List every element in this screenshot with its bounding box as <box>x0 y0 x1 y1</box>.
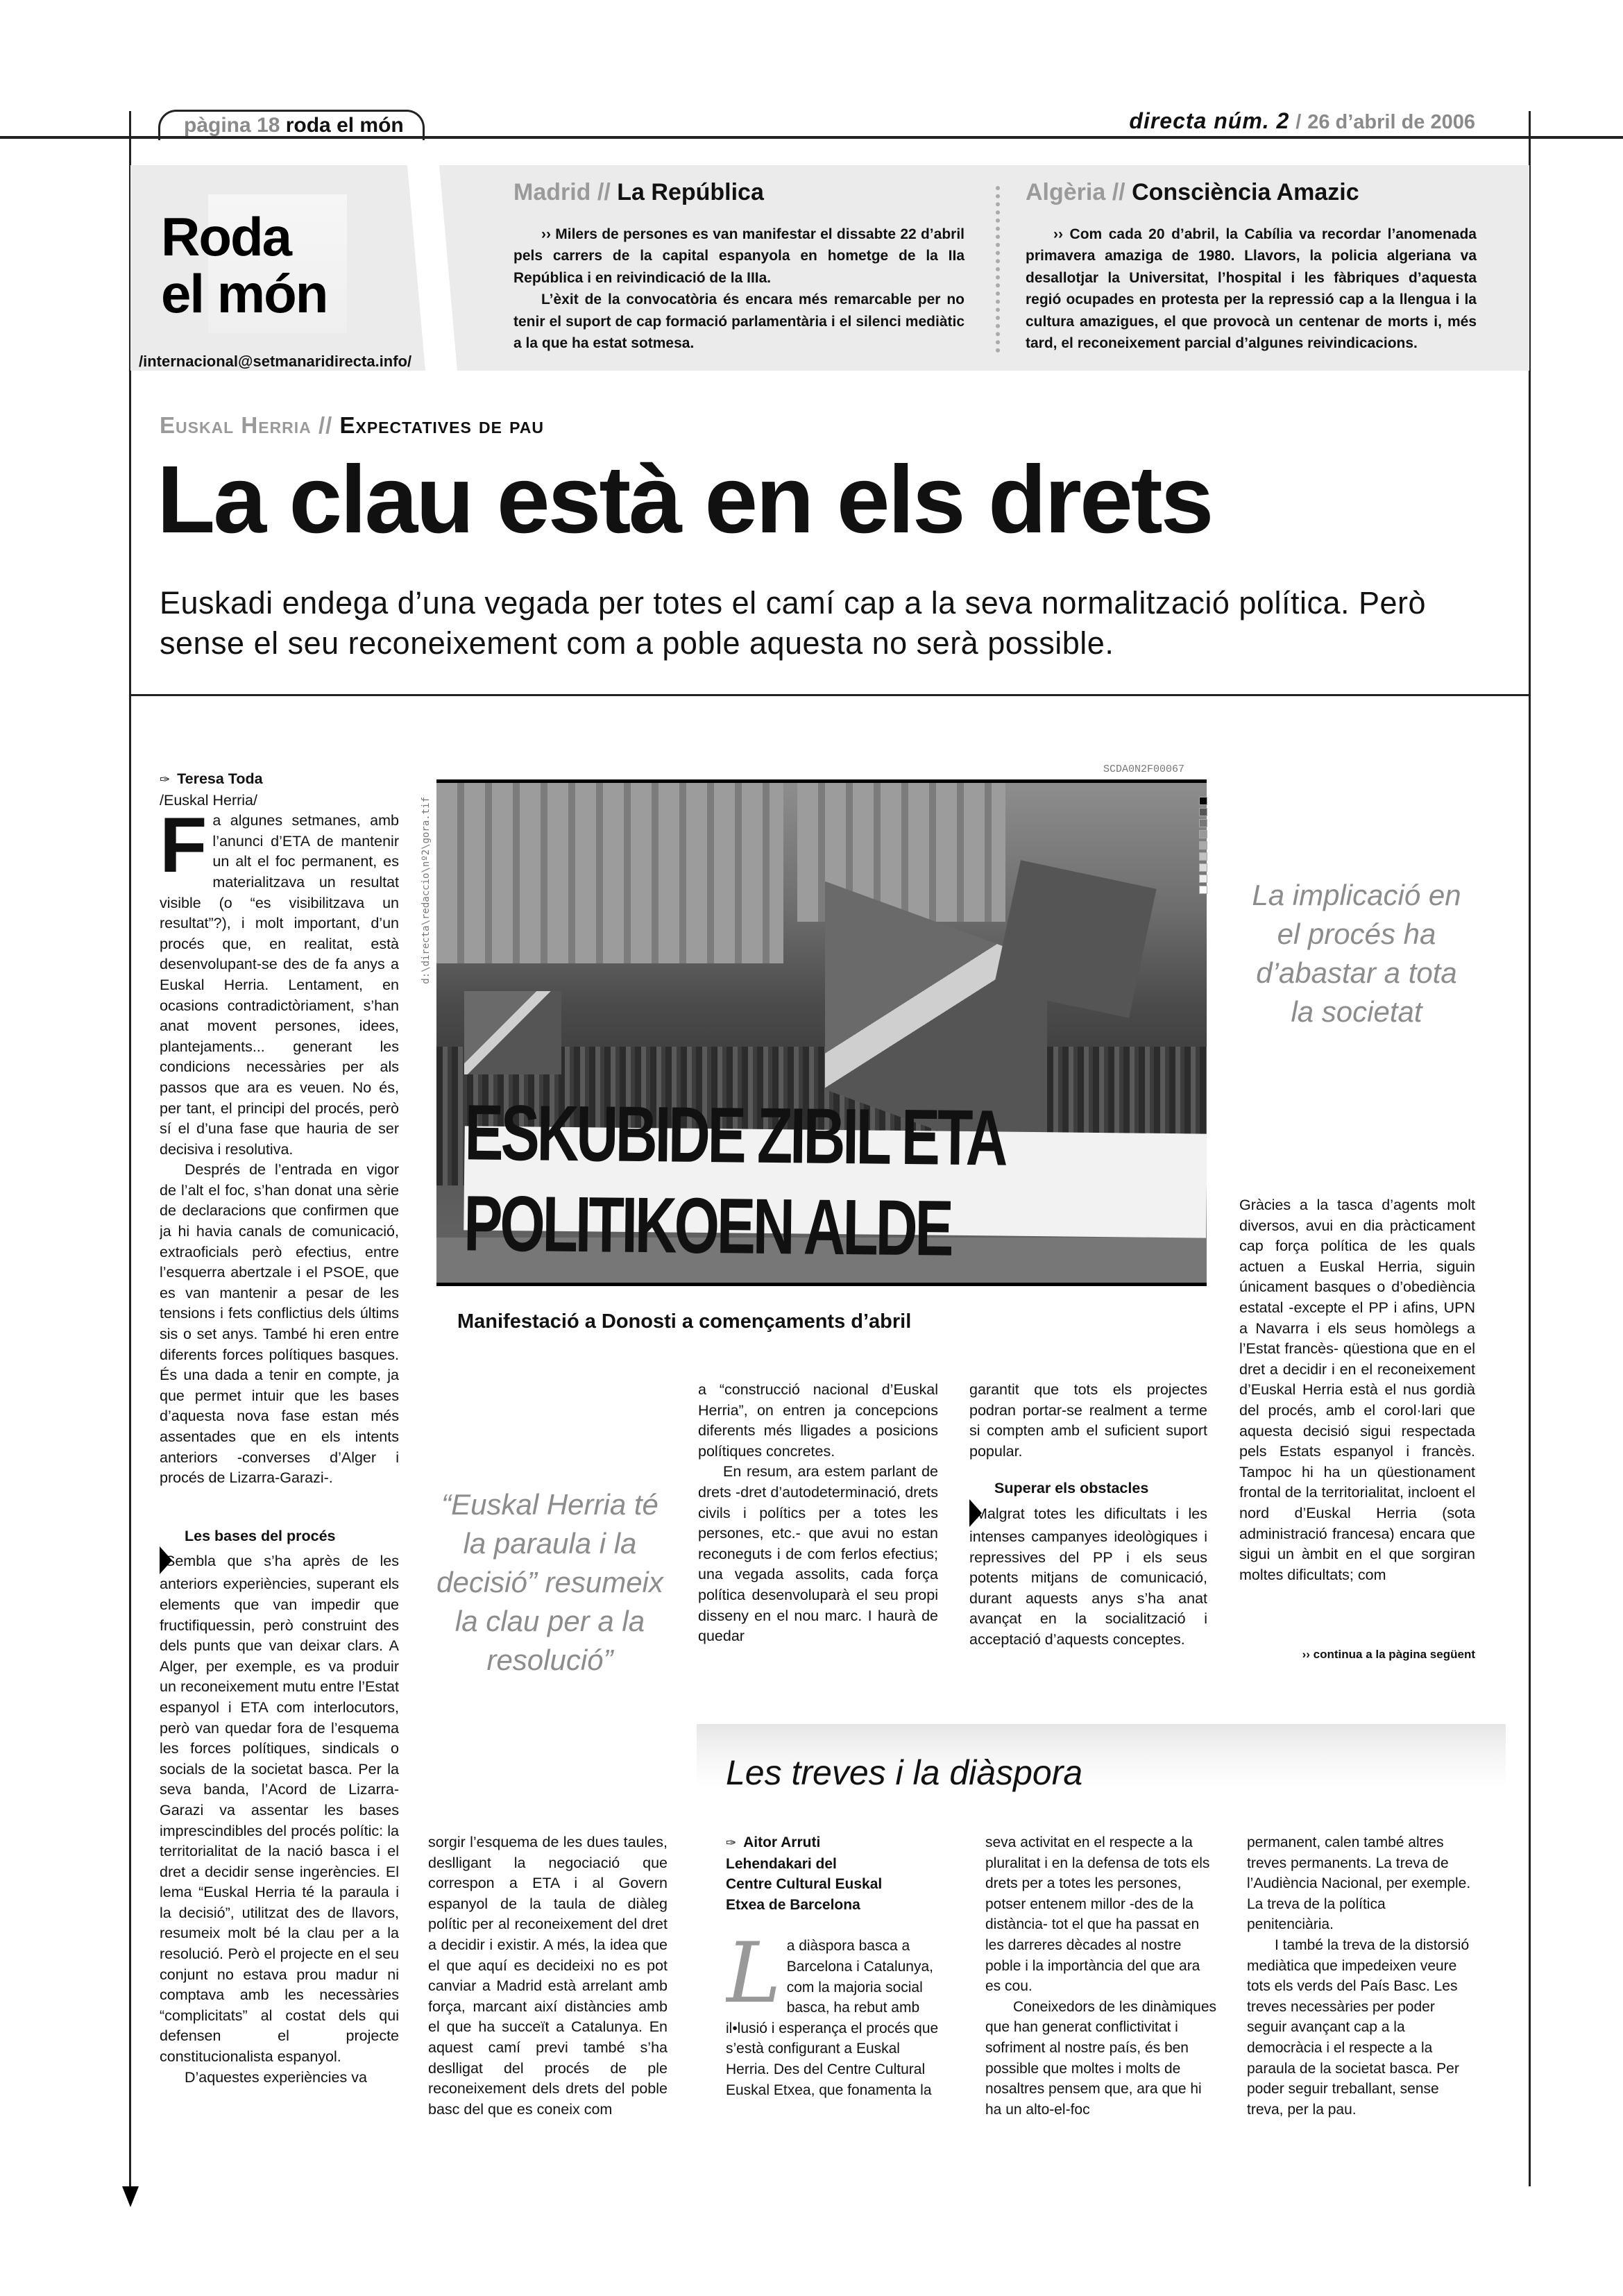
paragraph: permanent, calen també altres treves permanents. La treva de l’Audiència Nacional, per exemple. La treva de la política penitenciària. <box>1247 1834 1471 1933</box>
paragraph: Fa algunes setmanes, amb l’anunci d’ETA de mantenir un alt el foc permanent, es materialitzava un resultat visible (o “es visibilitzava un resultat”?), i molt important, d’un procés que, en realitat, està desenvolupant-se des de fa anys a Euskal Herria. Lentament, en ocasions contradictòriament, s’han anat movent persones, idees, plantejaments... generant les condicions necessàries per als passos que ara es veuen. No és, per tant, el principi del procés, però sí el d’una fase que hauria de ser decisiva i resolutiva. <box>160 802 399 1158</box>
brief-divider <box>996 186 1000 353</box>
paragraph: a “construcció nacional d’Euskal Herria”, on entren ja concepcions diferents més lligades a posicions polítiques concretes. <box>698 1381 938 1460</box>
headline: La clau està en els drets <box>157 446 1212 553</box>
photo-flag <box>993 860 1156 1018</box>
brief-madrid <box>513 179 965 355</box>
paragraph: Coneixedors de les dinàmiques que han generat conflictivitat i sofriment al nostre país, és ben possible que moltes i molts de nosaltres pensem que, ara que hi ha un alto-el-foc <box>985 1998 1217 2118</box>
brief-title: Algèria // Consciència Amazic <box>1026 179 1359 205</box>
paragraph: Després de l’entrada en vigor de l’alt el foc, s’han donat una sèrie de declaracions que confirmen que ja hi havia canals de comunicació, extraoficials però efectius, entre l’esquerra abertzale i el PSOE, que es van mantenir a pesar de les tensions i fets conflictius dels últims sis o set anys. També hi eren entre diferents forces polítiques basques. És una dada a tenir en compte, ja que permet intuir que les bases d’aquesta nova fase estan més assentades que en els intents anteriors -converses d’Alger i procés de Lizarra-Garazi-. <box>160 1161 399 1487</box>
drop-cap: F <box>160 802 207 889</box>
sidebar-role: Centre Cultural Euskal <box>726 1876 883 1893</box>
photo-code: SCDA0N2F00067 <box>1103 763 1185 775</box>
paragraph: sorgir l’esquema de les dues taules, deslligant la negociació que correspon a ETA i al Govern espanyol de la taula de diàleg polític per al reconeixement del dret a decidir i existir. A més, la idea que el que aquí es decideixi no es pot canviar a Madrid està arrelant amb força, marcant així distàncies amb el que ha succeït a Catalunya. En aquest camí previ també s’ha deslligat del procés de ple reconeixement dels drets del poble basc del que es coneix com <box>428 1834 668 2118</box>
paragraph: Malgrat totes les dificultats i les intenses campanyes ideològiques i repressives del PP i els seus potents mitjans de comunicació, durant aquests anys s’ha anat avançat en la socialització i acceptació d’aquests conceptes. <box>969 1499 1207 1651</box>
issue-separator: / <box>1295 111 1302 133</box>
subheading: Les bases del procés <box>185 1527 336 1544</box>
byline: ✑ Teresa Toda <box>160 769 399 791</box>
paragraph: Gràcies a la tasca d’agents molt diversos, avui en dia pràcticament cap força política de les quals actuen a Euskal Herria, siguin únicament basques o d’obediència estatal -excepte el PP i afins, UPN a Navarra i els seus homòlegs a l’Estat francès- qüestiona que en el dret a decidir i en el reconeixement d’Euskal Herria està el nus gordià del procés, amb el corol·lari que aquesta decisió sigui respectada pels Estats espanyol i francès. Tampoc hi ha un qüestionament frontal de la territorialitat, incloent el nord d’Euskal Herria (sota administració francesa) encara que sigui un àmbit en el que sorgiran moltes dificultats; com <box>1239 1197 1475 1583</box>
section-name: roda el món <box>285 114 404 137</box>
paragraph: garantit que tots els projectes podran portar-se realment a terme si compten amb el suficient suport popular. <box>969 1381 1207 1460</box>
pen-icon: ✑ <box>160 773 171 786</box>
sidebar-title: Les treves i la diàspora <box>726 1753 1083 1792</box>
sidebar-byline: ✑ Aitor Arruti <box>726 1832 941 1854</box>
paragraph: I també la treva de la distorsió mediàtica que impedeixen veure tots els verds del País Basc. Les treves necessàries per poder seguir avançant cap a la democràcia i el respecte a la paraula de la societat basca. Per poder seguir treballant, sense treva, per la pau. <box>1247 1936 1470 2118</box>
frame-left <box>129 111 131 2186</box>
pen-icon: ✑ <box>726 1836 737 1850</box>
brief-paragraph: ›› Milers de persones es van manifestar el dissabte 22 d’abril pels carrers de la capital espanyola en hometge de la IIa República i en reivindicació de la IIIa. <box>513 226 965 286</box>
brief-algeria <box>1026 179 1477 355</box>
continues-link[interactable]: ›› continua a la pàgina següent <box>1302 1648 1475 1661</box>
brief-title: Madrid // La República <box>513 179 764 205</box>
sidebar-column-2 <box>985 1832 1218 2138</box>
paragraph: En resum, ara estem parlant de drets -dret d’autodeterminació, drets civils i polítics per a totes les persones, etc.- que avui no estan reconeguts i de com ferlos efectius; una vegada assolits, cada força política desenvoluparà el seu propi disseny en el nou marc. I haurà de quedar <box>698 1463 938 1645</box>
crop-mark-icon <box>122 2186 139 2207</box>
section-email[interactable]: /internacional@setmanaridirecta.info/ <box>139 353 412 370</box>
photo-buildings <box>436 783 783 963</box>
deck: Euskadi endega d’una vegada per totes el camí cap a la seva normalització política. Però sense el seu reconeixement com a poble aquesta no serà possible. <box>160 585 1427 661</box>
triangle-marker-icon <box>969 1499 982 1527</box>
kicker: Euskal Herria // Expectatives de pau <box>160 412 544 438</box>
article-column-2 <box>428 1832 668 2131</box>
protest-photo <box>436 779 1207 1286</box>
photo-file-path: d:\directa\redaccio\nº2\gora.tif <box>420 797 432 984</box>
page-tab <box>158 110 425 140</box>
paragraph: seva activitat en el respecte a la pluralitat i en la defensa de tots els drets per a totes les persones, potser entenem millor -des de la distància- tot el que ha passat en les darreres dècades al nostre poble i la importància del que ara es cou. <box>985 1834 1210 1995</box>
photo-banner: ESKUBIDE ZIBIL ETA POLITIKOEN ALDE <box>464 1126 1207 1238</box>
headline-rule <box>129 694 1531 696</box>
frame-right <box>1529 111 1531 2186</box>
paragraph: La diàspora basca a Barcelona i Catalunya, com la majoria social basca, ha rebut amb il•lusió i esperança el procés que s’està configurant a Euskal Herria. Des del Centre Cultural Euskal Etxea, que fonamenta la <box>726 1925 939 2098</box>
sidebar-column-3 <box>1247 1832 1476 2138</box>
photo-caption: Manifestació a Donosti a començaments d’abril <box>457 1310 912 1333</box>
brief-paragraph: ›› Com cada 20 d’abril, la Cabília va recordar l’anomenada primavera amaziga de 1980. Llavors, la policia algeriana va desallotjar la Universitat, l’hospital i les fàbriques d’aquesta regió ocupades en protesta per la repressió cap a la llengua i la cultura amazigues, el que provocà un centenar de morts i, més tard, el reconeixement parcial d’algunes reivindicacions. <box>1026 226 1477 351</box>
pull-quote: La implicació en el procés ha d’abastar a tota la societat <box>1252 879 1461 1028</box>
page-number: pàgina 18 <box>184 114 280 137</box>
paragraph: Sembla que s’ha après de les anteriors experiències, superant els elements que van impedir que fructifiquessin, però construint des dels punts que van deixar clars. A Alger, per exemple, es va produir un reconeixement mutu entre l’Estat espanyol i ETA com interlocutors, però van quedar fora de l’esquema les forces polítiques, sindicals o socials de la societat basca. Per la seva banda, l’Acord de Lizarra-Garazi va assentar les bases imprescindibles del procés polític: la territorialitat de la nació basca i el dret a decidir sense ingerències. El lema “Euskal Herria té la paraula i la decisió”, utilitzat des de llavors, resumeix molt bé la clau per a la resolució. Però el projecte en el seu conjunt no estava prou madur ni comptava amb les necessàries “complicitats” al costat dels qui defensen el projecte constitucionalista espanyol. <box>160 1546 399 2067</box>
issue-date: 26 d’abril de 2006 <box>1307 111 1475 133</box>
subheading: Superar els obstacles <box>994 1480 1149 1497</box>
brief-paragraph: L’èxit de la convocatòria és encara més remarcable per no tenir el suport de cap formació parlamentària i el silenci mediàtic a la que ha estat sotmesa. <box>513 292 965 351</box>
pull-quote: “Euskal Herria té la paraula i la decisió” resumeix la clau per a la resolució” <box>436 1488 663 1676</box>
section-title: Roda el món <box>161 206 328 324</box>
article-column-5 <box>1239 1195 1475 1626</box>
article-column-4 <box>969 1380 1207 1671</box>
sidebar-role: Etxea de Barcelona <box>726 1896 860 1913</box>
grayscale-swatches <box>1199 797 1207 897</box>
issue-info <box>1129 108 1475 134</box>
publication-name: directa núm. 2 <box>1129 108 1290 133</box>
sidebar-drop-cap: L <box>726 1925 781 2023</box>
article-column-3 <box>698 1380 938 1671</box>
triangle-marker-icon <box>160 1546 172 1574</box>
sidebar-column-1 <box>726 1832 941 2138</box>
article-column-1 <box>160 769 399 2129</box>
paragraph: D’aquestes experiències va <box>185 2068 367 2086</box>
photo-flag <box>464 991 561 1074</box>
sidebar-role: Lehendakari del <box>726 1855 837 1872</box>
byline-location: /Euskal Herria/ <box>160 791 257 809</box>
